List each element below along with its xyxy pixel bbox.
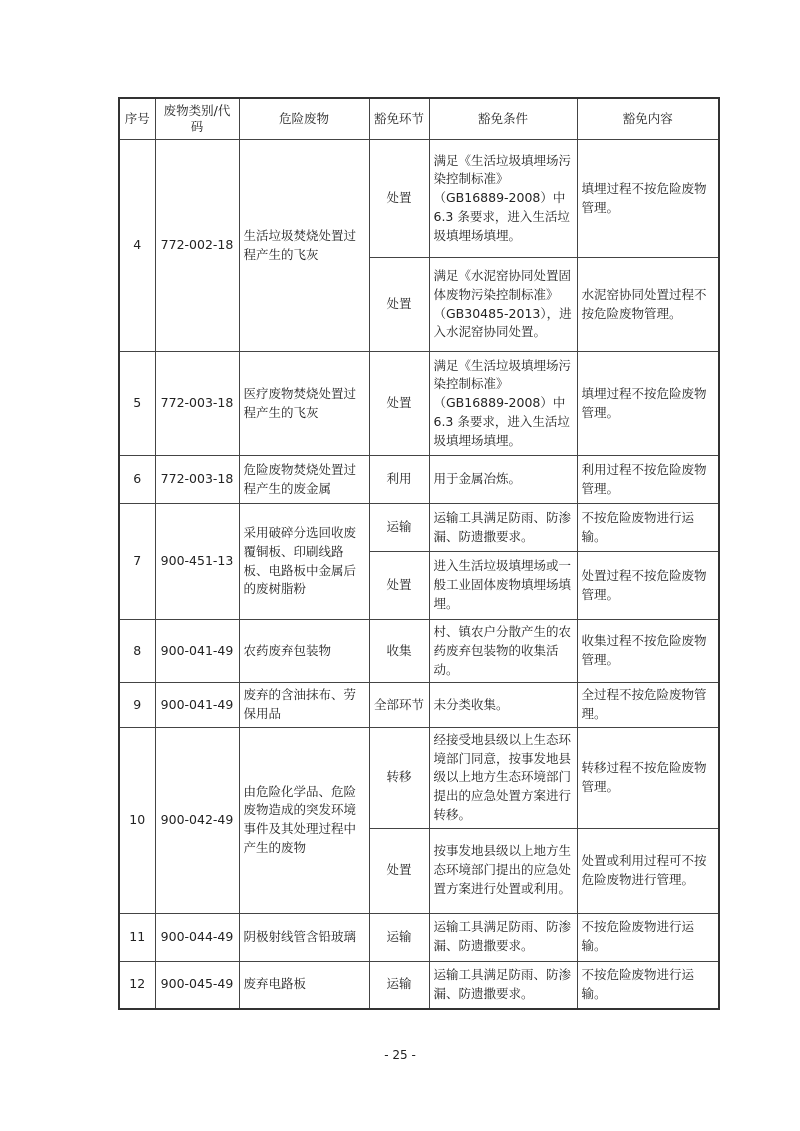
- table-row: [119, 140, 719, 258]
- cell-stage: 处置: [369, 140, 429, 258]
- cell-seq: 8: [119, 620, 155, 683]
- cell-seq: 6: [119, 456, 155, 504]
- cell-stage: 运输: [369, 504, 429, 552]
- cell-code: 900-042-49: [155, 727, 239, 913]
- cell-content: 不按危险废物进行运输。: [577, 913, 719, 961]
- cell-code: 772-003-18: [155, 456, 239, 504]
- cell-waste: 废弃的含油抹布、劳保用品: [239, 683, 369, 728]
- cell-seq: 9: [119, 683, 155, 728]
- cell-code: 900-451-13: [155, 504, 239, 620]
- cell-waste: 生活垃圾焚烧处置过程产生的飞灰: [239, 140, 369, 352]
- table-row: [119, 727, 719, 828]
- cell-condition: 用于金属冶炼。: [429, 456, 577, 504]
- cell-content: 不按危险废物进行运输。: [577, 504, 719, 552]
- cell-content: 处置或利用过程可不按危险废物进行管理。: [577, 828, 719, 913]
- cell-seq: 12: [119, 961, 155, 1009]
- table-row: [119, 683, 719, 728]
- header-condition: 豁免条件: [429, 98, 577, 140]
- table-row: [119, 352, 719, 456]
- cell-stage: 处置: [369, 552, 429, 620]
- cell-stage: 处置: [369, 828, 429, 913]
- cell-seq: 4: [119, 140, 155, 352]
- cell-condition: 满足《水泥窑协同处置固体废物污染控制标准》（GB30485-2013），进入水泥窑协同处置。: [429, 258, 577, 352]
- cell-content: 不按危险废物进行运输。: [577, 961, 719, 1009]
- cell-waste: 由危险化学品、危险废物造成的突发环境事件及其处理过程中产生的废物: [239, 727, 369, 913]
- cell-code: 900-041-49: [155, 683, 239, 728]
- cell-stage: 转移: [369, 727, 429, 828]
- table-row: [119, 504, 719, 552]
- cell-code: 900-044-49: [155, 913, 239, 961]
- cell-stage: 利用: [369, 456, 429, 504]
- header-code: 废物类别/代码: [155, 98, 239, 140]
- table-row: [119, 620, 719, 683]
- header-seq: 序号: [119, 98, 155, 140]
- cell-code: 772-002-18: [155, 140, 239, 352]
- cell-stage: 运输: [369, 913, 429, 961]
- table-row: [119, 913, 719, 961]
- cell-stage: 处置: [369, 258, 429, 352]
- table-row: [119, 961, 719, 1009]
- cell-content: 利用过程不按危险废物管理。: [577, 456, 719, 504]
- cell-content: 转移过程不按危险废物管理。: [577, 727, 719, 828]
- header-stage: 豁免环节: [369, 98, 429, 140]
- cell-content: 水泥窑协同处置过程不按危险废物管理。: [577, 258, 719, 352]
- cell-seq: 11: [119, 913, 155, 961]
- cell-content: 收集过程不按危险废物管理。: [577, 620, 719, 683]
- cell-condition: 经接受地县级以上生态环境部门同意，按事发地县级以上地方生态环境部门提出的应急处置方案进行转移。: [429, 727, 577, 828]
- cell-waste: 农药废弃包装物: [239, 620, 369, 683]
- cell-seq: 10: [119, 727, 155, 913]
- cell-content: 处置过程不按危险废物管理。: [577, 552, 719, 620]
- cell-condition: 按事发地县级以上地方生态环境部门提出的应急处置方案进行处置或利用。: [429, 828, 577, 913]
- cell-stage: 收集: [369, 620, 429, 683]
- header-content: 豁免内容: [577, 98, 719, 140]
- cell-condition: 满足《生活垃圾填埋场污染控制标准》（GB16889-2008）中 6.3 条要求，进入生活垃圾填埋场填埋。: [429, 140, 577, 258]
- cell-condition: 未分类收集。: [429, 683, 577, 728]
- cell-seq: 5: [119, 352, 155, 456]
- cell-waste: 阴极射线管含铅玻璃: [239, 913, 369, 961]
- page-number: - 25 -: [384, 1048, 416, 1062]
- cell-waste: 医疗废物焚烧处置过程产生的飞灰: [239, 352, 369, 456]
- cell-condition: 村、镇农户分散产生的农药废弃包装物的收集活动。: [429, 620, 577, 683]
- cell-condition: 运输工具满足防雨、防渗漏、防遗撒要求。: [429, 913, 577, 961]
- cell-content: 填埋过程不按危险废物管理。: [577, 352, 719, 456]
- cell-stage: 处置: [369, 352, 429, 456]
- cell-condition: 满足《生活垃圾填埋场污染控制标准》（GB16889-2008）中 6.3 条要求，进入生活垃圾填埋场填埋。: [429, 352, 577, 456]
- cell-waste: 采用破碎分选回收废覆铜板、印刷线路板、电路板中金属后的废树脂粉: [239, 504, 369, 620]
- exemption-table: [118, 97, 720, 1010]
- table-header-row: [119, 98, 719, 140]
- cell-content: 填埋过程不按危险废物管理。: [577, 140, 719, 258]
- cell-condition: 进入生活垃圾填埋场或一般工业固体废物填埋场填埋。: [429, 552, 577, 620]
- cell-code: 772-003-18: [155, 352, 239, 456]
- cell-waste: 废弃电路板: [239, 961, 369, 1009]
- cell-stage: 全部环节: [369, 683, 429, 728]
- cell-stage: 运输: [369, 961, 429, 1009]
- cell-content: 全过程不按危险废物管理。: [577, 683, 719, 728]
- cell-code: 900-045-49: [155, 961, 239, 1009]
- cell-seq: 7: [119, 504, 155, 620]
- cell-condition: 运输工具满足防雨、防渗漏、防遗撒要求。: [429, 961, 577, 1009]
- cell-waste: 危险废物焚烧处置过程产生的废金属: [239, 456, 369, 504]
- table-row: [119, 456, 719, 504]
- cell-code: 900-041-49: [155, 620, 239, 683]
- cell-condition: 运输工具满足防雨、防渗漏、防遗撒要求。: [429, 504, 577, 552]
- header-waste: 危险废物: [239, 98, 369, 140]
